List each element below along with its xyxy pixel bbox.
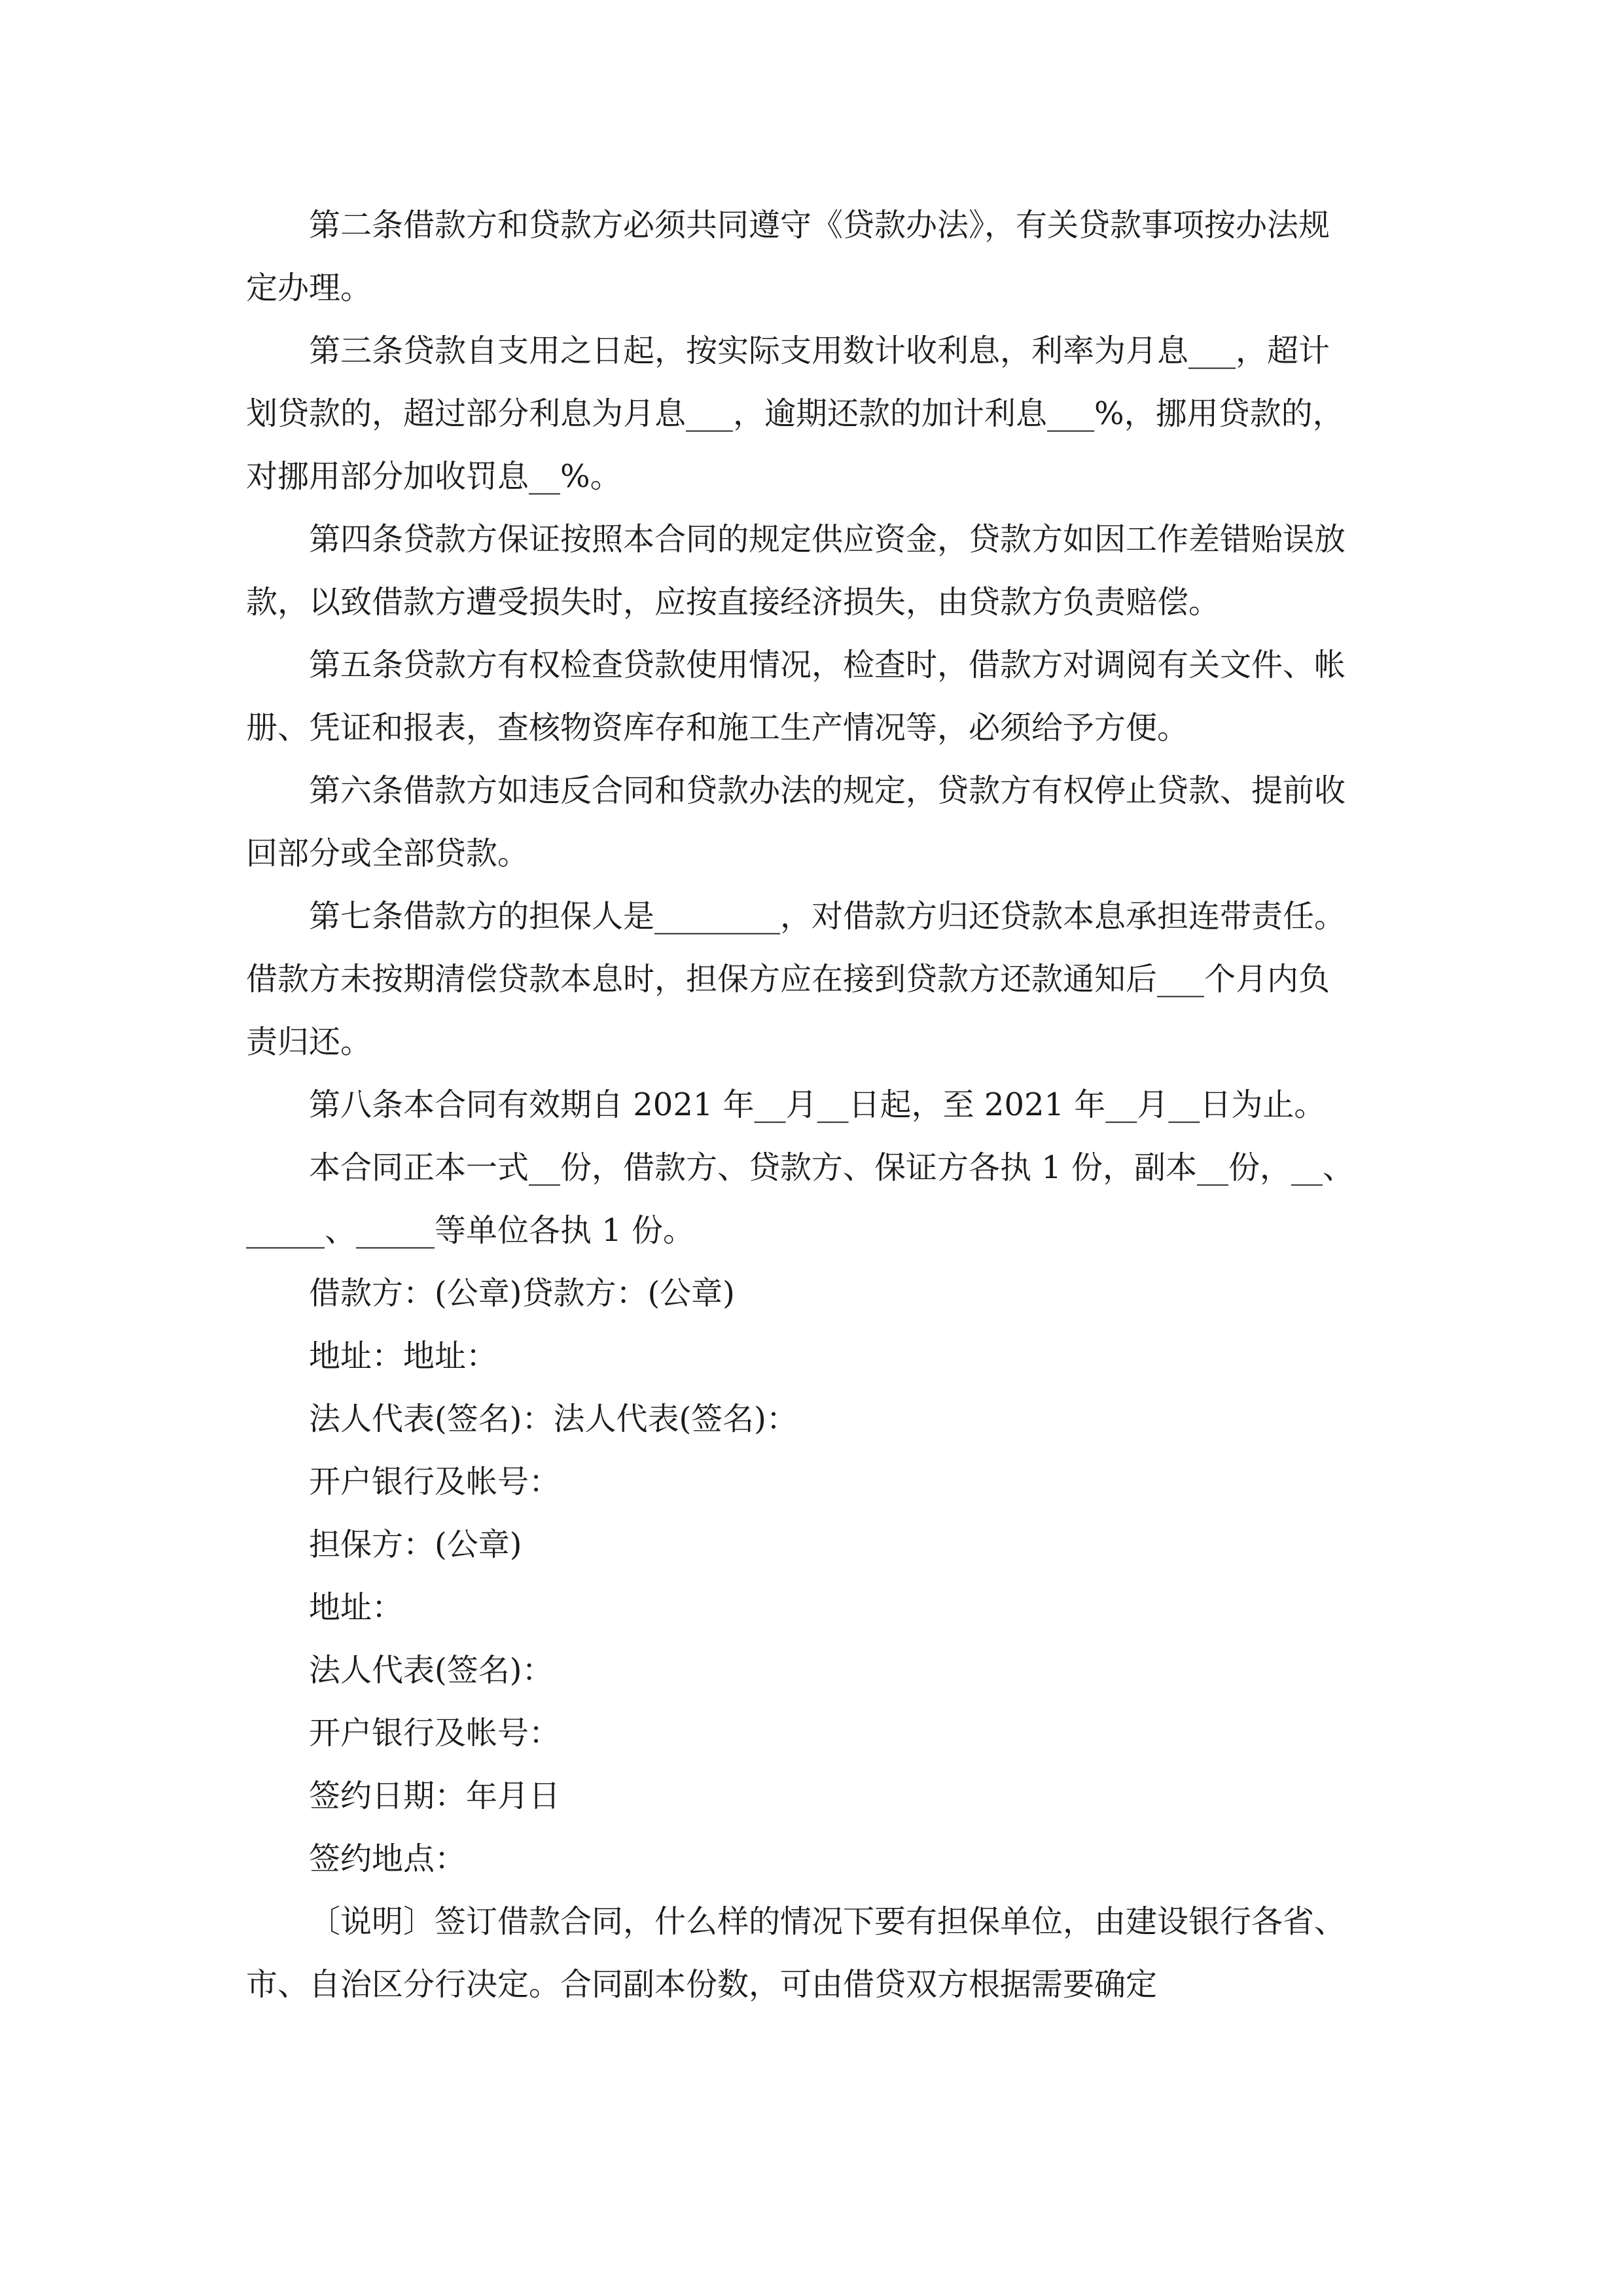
article-7-line-2: 借款方未按期清偿贷款本息时，担保方应在接到贷款方还款通知后___个月内负 [246,961,1330,997]
article-3-line-1: 第三条贷款自支用之日起，按实际支用数计收利息，利率为月息___，超计 [309,332,1330,369]
article-2-line-2: 定办理。 [246,270,372,306]
addresses: 地址：地址： [309,1338,498,1374]
borrower-lender-seal: 借款方：(公章)贷款方：(公章) [309,1275,735,1312]
article-8: 第八条本合同有效期自 2021 年__月__日起，至 2021 年__月__日为止。 [309,1086,1326,1123]
note-line-2: 市、自治区分行决定。合同副本份数，可由借贷双方根据需要确定 [246,1966,1158,2003]
article-6-line-2: 回部分或全部贷款。 [246,835,529,872]
article-3-line-3: 对挪用部分加收罚息__%。 [246,458,622,495]
note-line-1: 〔说明〕签订借款合同，什么样的情况下要有担保单位，由建设银行各省、 [309,1903,1346,1940]
signing-date: 签约日期：年月日 [309,1778,561,1814]
article-5-line-2: 册、凭证和报表，查核物资库存和施工生产情况等，必须给予方便。 [246,709,1189,746]
signing-place: 签约地点： [309,1840,467,1877]
guarantor-address: 地址： [309,1589,404,1626]
bank-account-1: 开户银行及帐号： [309,1463,561,1500]
article-2-line-1: 第二条借款方和贷款方必须共同遵守《贷款办法》，有关贷款事项按办法规 [309,207,1330,243]
guarantor-representative: 法人代表(签名)： [309,1652,554,1689]
copies-clause-line-1: 本合同正本一式__份，借款方、贷款方、保证方各执 1 份，副本__份，__、 [309,1149,1355,1186]
bank-account-2: 开户银行及帐号： [309,1715,561,1751]
copies-clause-line-2: _____、_____等单位各执 1 份。 [246,1212,695,1249]
article-7-line-1: 第七条借款方的担保人是________，对借款方归还贷款本息承担连带责任。 [309,898,1346,935]
guarantor-seal: 担保方：(公章) [309,1526,522,1563]
legal-representatives: 法人代表(签名)：法人代表(签名)： [309,1401,798,1437]
article-7-line-3: 责归还。 [246,1024,372,1060]
article-5-line-1: 第五条贷款方有权检查贷款使用情况，检查时，借款方对调阅有关文件、帐 [309,647,1346,683]
article-4-line-2: 款，以致借款方遭受损失时，应按直接经济损失，由贷款方负责赔偿。 [246,584,1221,620]
article-3-line-2: 划贷款的，超过部分利息为月息___，逾期还款的加计利息___%，挪用贷款的， [246,395,1344,432]
article-4-line-1: 第四条贷款方保证按照本合同的规定供应资金，贷款方如因工作差错贻误放 [309,521,1346,558]
article-6-line-1: 第六条借款方如违反合同和贷款办法的规定，贷款方有权停止贷款、提前收 [309,772,1346,809]
